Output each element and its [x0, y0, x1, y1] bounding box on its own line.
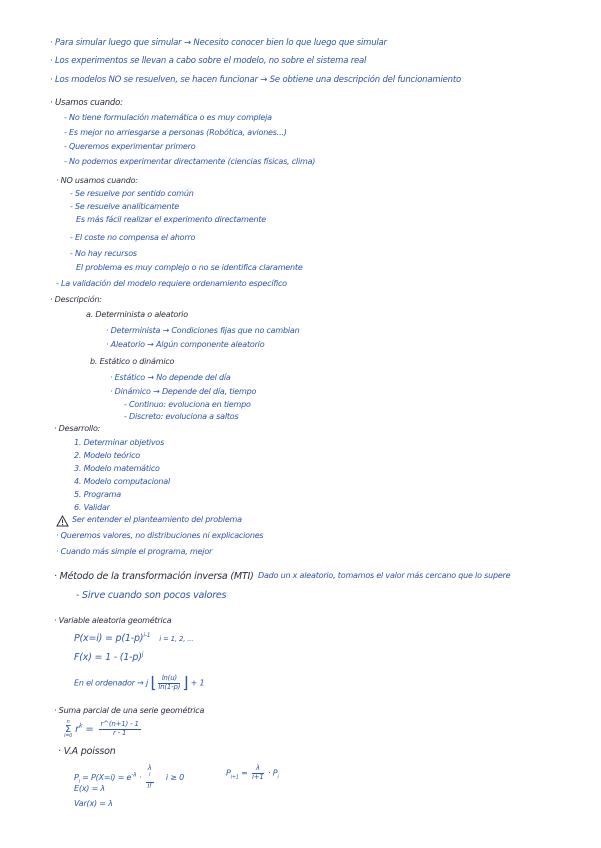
desarrollo-title: · Desarrollo:: [54, 424, 101, 433]
floor-bracket-left: ⌊: [150, 673, 157, 693]
geometrica-cdf-exp: j: [141, 651, 144, 658]
descripcion-b-item: - Continuo: evoluciona en tiempo: [124, 400, 251, 409]
suma-term: r: [75, 724, 80, 735]
poisson-rec-fraction: [252, 765, 264, 781]
geometrica-computer-tail: + 1: [190, 678, 205, 688]
geometrica-computer: [74, 675, 204, 691]
geometrica-fraction-num: ln(u): [158, 675, 180, 684]
poisson-rec-eq: =: [241, 768, 248, 778]
no-usamos-title: · NO usamos cuando:: [56, 176, 138, 185]
poisson-rec-p: P: [226, 768, 231, 778]
descripcion-a-item: · Aleatorio → Algún componente aleatorio: [106, 340, 265, 349]
poisson-fraction: [146, 765, 154, 790]
no-usamos-item: Es más fácil realizar el experimento directamente: [76, 215, 266, 224]
suma-fraction: [99, 721, 141, 737]
descripcion-b-item: · Estático → No depende del día: [110, 373, 231, 382]
poisson-fraction-den: i!: [147, 781, 152, 790]
no-usamos-item: - El coste no compensa el ahorro: [70, 233, 196, 242]
suma-equals: =: [85, 724, 94, 735]
geometrica-title: · Variable aleatoria geométrica: [54, 616, 172, 625]
poisson-fraction-num-exp: i: [148, 771, 151, 778]
geometrica-fraction-den: ln(1-p): [158, 682, 181, 691]
geometrica-fraction: [158, 675, 180, 691]
poisson-expectation: E(x) = λ: [74, 784, 105, 793]
usamos-item: - No podemos experimentar directamente (ciencias físicas, clima): [64, 157, 316, 166]
poisson-rec-tail-sub: i: [277, 774, 279, 781]
poisson-recurrence: [226, 765, 279, 781]
suma-title: · Suma parcial de una serie geométrica: [54, 706, 205, 715]
geometrica-cdf: [74, 652, 143, 663]
usamos-title: · Usamos cuando:: [50, 98, 123, 108]
descripcion-title: · Descripción:: [50, 295, 102, 304]
geometrica-pmf-expr: P(x=i) = p(1-p): [74, 633, 144, 645]
desarrollo-item: 3. Modelo matemático: [74, 464, 160, 473]
metodo-sub: - Sirve cuando son pocos valores: [76, 590, 227, 601]
suma-sigma-top: n: [66, 719, 70, 725]
descripcion-b: b. Estático o dinámico: [90, 357, 175, 366]
poisson-rec-num: λ: [252, 765, 264, 774]
suma-formula: [64, 720, 143, 738]
metodo-description: Dado un x aleatorio, tomamos el valor más cercano que lo supere: [258, 571, 511, 580]
geometrica-pmf-domain: i = 1, 2, ...: [159, 635, 194, 644]
desarrollo-item: 4. Modelo computacional: [74, 477, 171, 486]
poisson-title: · V.A poisson: [58, 746, 116, 757]
geometrica-computer-label: En el ordenador → j: [74, 678, 148, 688]
warning-line-3: · Cuando más simple el programa, mejor: [56, 547, 213, 556]
no-usamos-item: - Se resuelve por sentido común: [70, 189, 194, 198]
geometrica-cdf-expr: F(x) = 1 - (1-p): [74, 652, 142, 664]
poisson-rec-tail: · P: [268, 768, 278, 778]
poisson-p-sub: i: [78, 778, 80, 785]
note-line-1: · Para simular luego que simular → Necesito conocer bien lo que luego que simular: [50, 38, 387, 48]
desarrollo-item: 6. Validar: [74, 503, 110, 512]
metodo-title: · Método de la transformación inversa (MTI): [54, 571, 254, 582]
floor-bracket-right: ⌋: [182, 673, 189, 693]
suma-fraction-num: r^(n+1) - 1: [100, 719, 139, 728]
desarrollo-item: 5. Programa: [74, 490, 121, 499]
desarrollo-item: 2. Modelo teórico: [74, 451, 140, 460]
suma-sigma: Σ: [65, 723, 72, 735]
poisson-exp: -λ: [131, 771, 137, 779]
usamos-item: - Queremos experimentar primero: [64, 142, 196, 151]
note-line-3: · Los modelos NO se resuelven, se hacen funcionar → Se obtiene una descripción del funcionamiento: [50, 75, 461, 85]
poisson-condition: i ≥ 0: [165, 773, 184, 783]
no-usamos-item: - Se resuelve analíticamente: [70, 202, 179, 211]
descripcion-a-item: · Determinista → Condiciones fijas que no cambian: [106, 326, 300, 335]
warning-line-2: · Queremos valores, no distribuciones ni explicaciones: [56, 531, 264, 540]
poisson-p: P: [74, 773, 79, 783]
poisson-eq: = P(X=i) = e: [82, 773, 132, 783]
suma-sigma-block: [64, 720, 72, 738]
geometrica-pmf-exp: i-1: [143, 632, 151, 639]
note-line-2: · Los experimentos se llevan a cabo sobre el modelo, no sobre el sistema real: [50, 56, 367, 66]
suma-fraction-den: r - 1: [112, 728, 127, 737]
poisson-variance: Var(x) = λ: [74, 799, 113, 808]
poisson-rec-sub: i+1: [230, 774, 239, 781]
usamos-item: - Es mejor no arriesgarse a personas (Robótica, aviones...): [64, 128, 287, 137]
no-usamos-item: El problema es muy complejo o no se identifica claramente: [76, 263, 303, 272]
poisson-pmf: $P_i = P(X=i) = e^{-\lambda}$ · λ $^i$ i! i ≥ 0: [74, 764, 184, 790]
suma-term-exp: k: [79, 722, 83, 730]
descripcion-b-item: · Dinámico → Depende del día, tiempo: [110, 387, 257, 396]
no-usamos-item: - La validación del modelo requiere ordenamiento específico: [56, 279, 287, 288]
descripcion-b-item: - Discreto: evoluciona a saltos: [124, 412, 239, 421]
warning-icon: [56, 515, 69, 527]
warning-line-1: Ser entender el planteamiento del problema: [72, 515, 242, 524]
desarrollo-item: 1. Determinar objetivos: [74, 438, 165, 447]
geometrica-pmf: [74, 633, 193, 644]
poisson-rec-den: i+1: [252, 772, 264, 781]
descripcion-a: a. Determinista o aleatorio: [86, 310, 188, 319]
no-usamos-item: - No hay recursos: [70, 249, 137, 258]
usamos-item: - No tiene formulación matemática o es muy compleja: [64, 113, 272, 122]
suma-sigma-bottom: i=0: [64, 732, 73, 739]
poisson-fraction-num: λ: [147, 764, 152, 772]
